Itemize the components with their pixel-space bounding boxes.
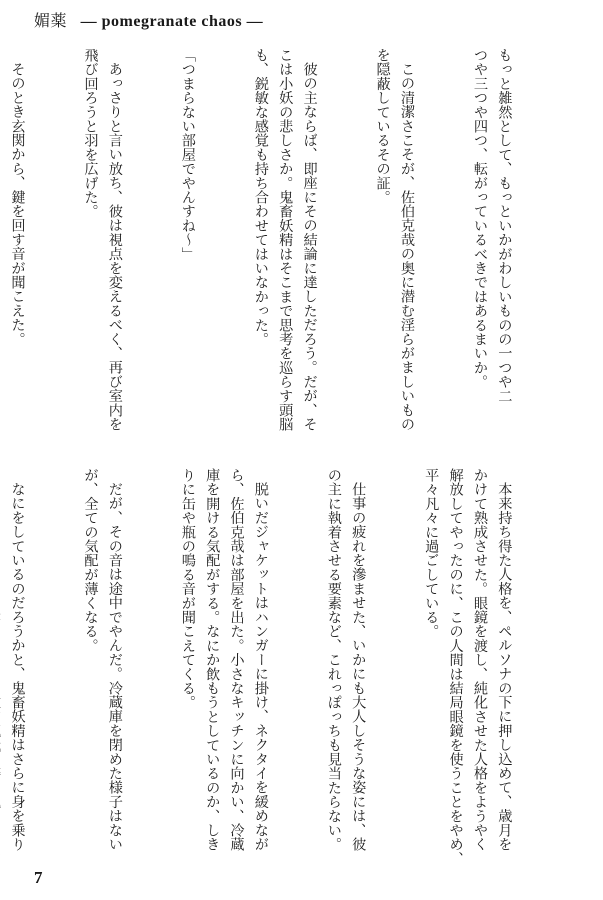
- top-text-block: [0, 48, 565, 432]
- paragraph: そのとき玄関から、鍵を回す音が聞こえた。: [9, 62, 26, 347]
- paragraph: 彼の主ならば、即座にその結論に達しただろう。だが、そ こは小妖の悲しさか。鬼畜妖精はそこまで思考を巡らす頭脳 も、鋭敏な感覚も持ち合わせてはいなかった。: [252, 48, 318, 432]
- book-subtitle: — pomegranate chaos —: [80, 13, 264, 30]
- paragraph: この清潔さこそが、佐伯克哉の奥に潜む淫らがましいもの を隠蔽しているその証。: [374, 48, 415, 432]
- paragraph: だが、その音は途中でやんだ。冷蔵庫を閉めた様子はない が、全ての気配が薄くなる。: [82, 468, 123, 852]
- dialogue-line: 「つまらない部屋でやんすね〜」: [179, 48, 196, 261]
- paragraph: 脱いだジャケットはハンガーに掛け、ネクタイを緩めなが ら、佐伯克哉は部屋を出た。小さなキッチンに向かい、冷蔵 庫を開ける気配がする。なにか飲もうとしているのか、しき りに缶や瓶の鳴る音が聞こえてくる。: [179, 468, 269, 852]
- book-title: 媚薬: [34, 11, 68, 30]
- paragraph: なにをしているのだろうかと、鬼畜妖精はさらに身を乗り: [9, 482, 26, 852]
- page-number: 7: [34, 868, 43, 887]
- paragraph: もっと雑然として、もっといかがわしいものの一つや二 つや三つや四つ、転がっているべきではあるまいか。: [471, 48, 513, 403]
- paragraph: 本来持ち得た人格を、ペルソナの下に押し込めて、歳月を かけて熟成させた。眼鏡を渡し、純化させた人格をようやく 解放してやったのに、この人間は結局眼鏡を使うことをやめ、 平々凡々に過ごしている。: [423, 468, 513, 866]
- paragraph: 仕事の疲れを滲ませた、いかにも大人しそうな姿には、彼 の主に執着させる要素など、これっぽっちも見当たらない。: [325, 468, 367, 852]
- paragraph: あっさりと言い放ち、彼は視点を変えるべく、再び室内を 飛び回ろうと羽を広げた。: [82, 48, 123, 432]
- bottom-text-block: [0, 468, 565, 866]
- running-header: [34, 8, 263, 31]
